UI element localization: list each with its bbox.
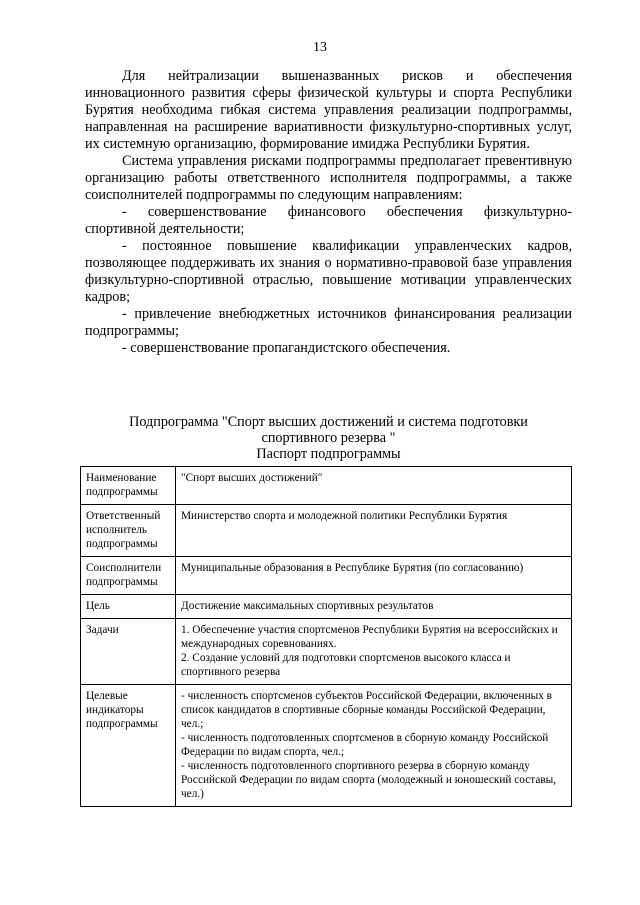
table-row xyxy=(81,619,572,685)
row-value xyxy=(176,505,572,557)
subprogram-title-line2: спортивного резерва " xyxy=(261,430,396,446)
paragraph: - совершенствование пропагандистского обеспечения. xyxy=(122,340,451,356)
row-value-line: Муниципальные образования в Республике Бурятия (по согласованию) xyxy=(181,562,524,574)
paragraph: Система управления рисками подпрограммы предполагает превентивную организацию работы ответственного исполнителя подпрограммы, а также соисполнителей подпрограммы по следующим направлениям: xyxy=(85,153,572,203)
page-number: 13 xyxy=(313,40,327,55)
paragraph: - совершенствование финансового обеспечения физкультурно-спортивной деятельности; xyxy=(85,204,572,237)
passport-table xyxy=(80,466,572,807)
paragraph: - постоянное повышение квалификации управленческих кадров, позволяющее поддерживать их знания о нормативно-правовой базе управления физкультурно-спортивной отраслью, повышение мотивации управленческих кадров; xyxy=(85,238,572,305)
row-value-line: "Спорт высших достижений" xyxy=(181,472,323,484)
row-label: Целевые индикаторы подпрограммы xyxy=(81,685,176,807)
table-row xyxy=(81,505,572,557)
row-value xyxy=(176,619,572,685)
paragraph: Для нейтрализации вышеназванных рисков и обеспечения инновационного развития сферы физической культуры и спорта Республики Бурятия необходима гибкая система управления реализации подпрограммы, направленная на расширение вариативности физкультурно-спортивных услуг, их системную организацию, формирование имиджа Республики Бурятия. xyxy=(85,68,572,152)
passport-title: Паспорт подпрограммы xyxy=(256,446,401,462)
row-label: Соисполнители подпрограммы xyxy=(81,557,176,595)
table-row xyxy=(81,467,572,505)
table-row xyxy=(81,557,572,595)
row-value-line: 1. Обеспечение участия спортсменов Республики Бурятия на всероссийских и международных соревнованиях. xyxy=(181,624,558,650)
row-label: Задачи xyxy=(81,619,176,685)
body-text xyxy=(85,68,572,357)
paragraph: - привлечение внебюджетных источников финансирования реализации подпрограммы; xyxy=(85,306,572,339)
row-value-line: - численность спортсменов субъектов Российской Федерации, включенных в список кандидатов в спортивные сборные команды Российской Федерации, чел.; xyxy=(181,690,553,730)
table-row xyxy=(81,595,572,619)
row-value-line: Министерство спорта и молодежной политики Республики Бурятия xyxy=(181,510,508,522)
row-value-line: Достижение максимальных спортивных результатов xyxy=(181,600,434,612)
row-label: Ответственный исполнитель подпрограммы xyxy=(81,505,176,557)
row-value-line: - численность подготовленного спортивного резерва в сборную команду Российской Федерации по видам спорта (молодежный и юношеский составы, чел.) xyxy=(181,760,557,800)
row-value-line: - численность подготовленных спортсменов в сборную команду Российской Федерации по видам спорта, чел.; xyxy=(181,732,549,758)
row-value xyxy=(176,595,572,619)
row-label: Наименование подпрограммы xyxy=(81,467,176,505)
row-value xyxy=(176,685,572,807)
row-value-line: 2. Создание условий для подготовки спортсменов высокого класса и спортивного резерва xyxy=(181,652,511,678)
table-row xyxy=(81,685,572,807)
row-label: Цель xyxy=(81,595,176,619)
subprogram-heading xyxy=(85,414,572,462)
row-value xyxy=(176,557,572,595)
subprogram-title-line1: Подпрограмма "Спорт высших достижений и система подготовки xyxy=(129,414,528,430)
row-value xyxy=(176,467,572,505)
